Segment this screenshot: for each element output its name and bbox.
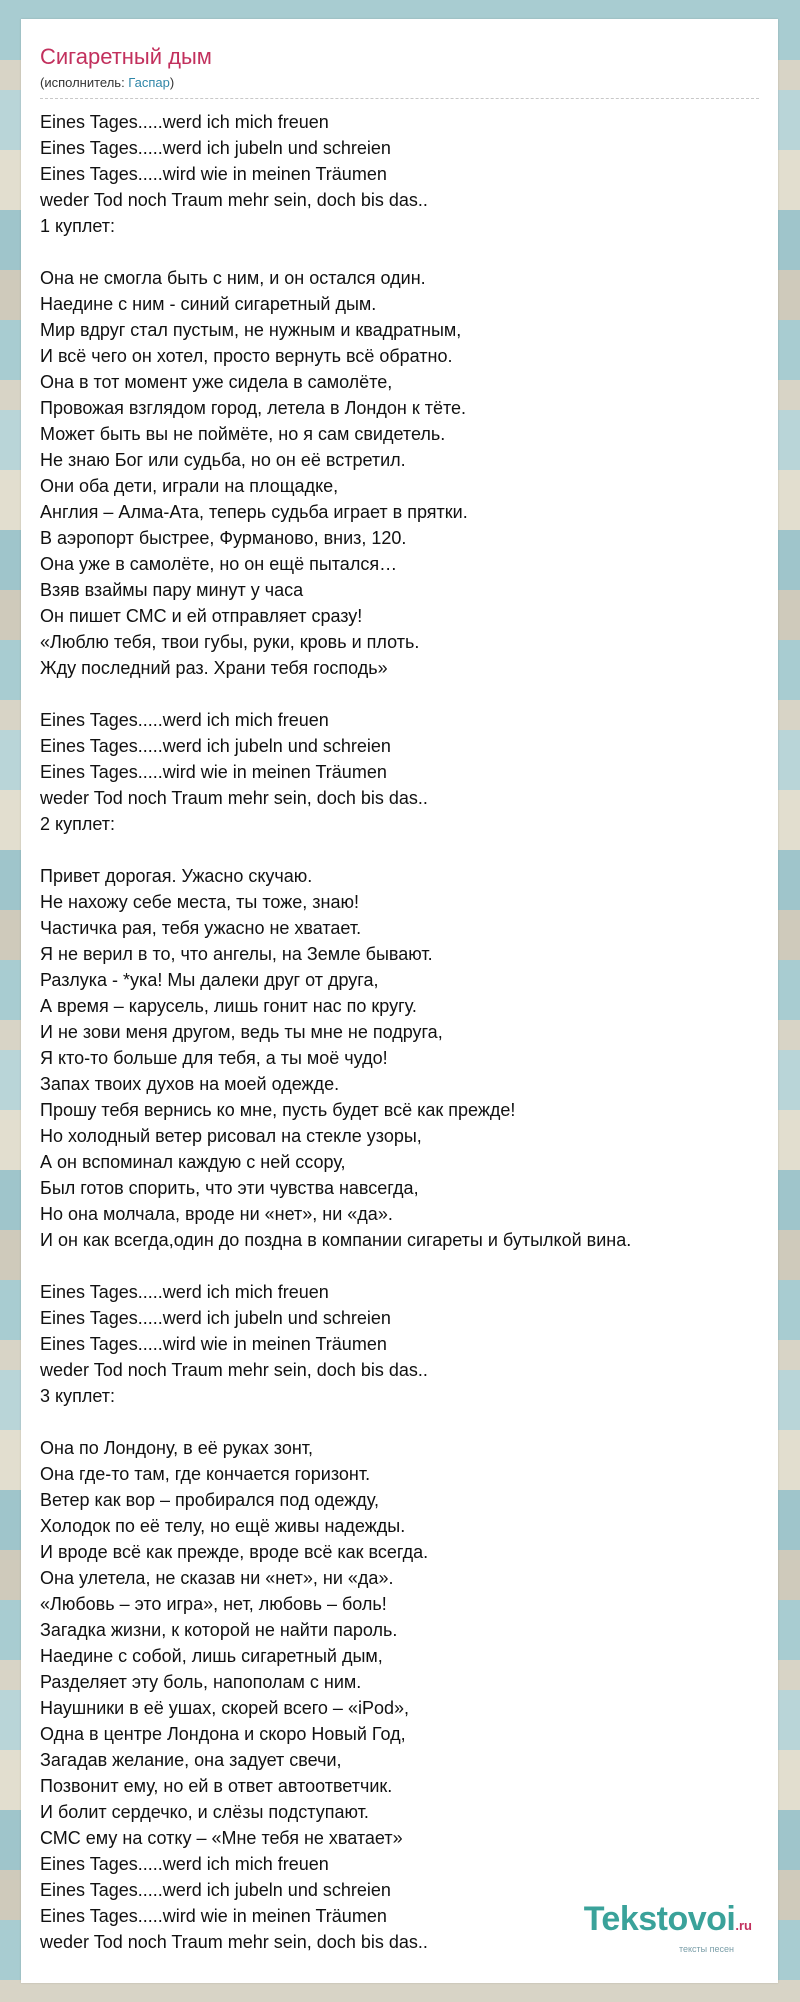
logo-tld: .ru (735, 1918, 752, 1933)
song-title: Сигаретный дым (40, 44, 212, 69)
lyric-line: Не нахожу себе места, ты тоже, знаю! (40, 892, 359, 912)
lyric-line: Разлука - *ука! Мы далеки друг от друга, (40, 970, 379, 990)
artist-suffix: ) (169, 75, 175, 90)
lyrics-card (21, 19, 778, 1983)
lyric-line: Позвонит ему, но ей в ответ автоответчик. (40, 1776, 393, 1796)
lyric-line (40, 837, 759, 863)
lyric-line: «Любовь – это игра», нет, любовь – боль! (40, 1594, 387, 1614)
lyrics-body (40, 109, 759, 1955)
lyric-line: Она в тот момент уже сидела в самолёте, (40, 372, 393, 392)
lyric-line: 1 куплет: (40, 216, 115, 236)
lyric-line: Eines Tages.....wird wie in meinen Träumen (40, 1906, 387, 1926)
lyric-line: Частичка рая, тебя ужасно не хватает. (40, 918, 362, 938)
lyric-line: Но она молчала, вроде ни «нет», ни «да». (40, 1204, 393, 1224)
lyric-line: Может быть вы не поймёте, но я сам свидетель. (40, 424, 446, 444)
lyric-line: И болит сердечко, и слёзы подступают. (40, 1802, 369, 1822)
lyric-line: Eines Tages.....werd ich mich freuen (40, 1854, 329, 1874)
lyric-line: Eines Tages.....werd ich mich freuen (40, 710, 329, 730)
lyric-line: Был готов спорить, что эти чувства навсегда, (40, 1178, 419, 1198)
lyric-line (40, 239, 759, 265)
lyric-line: Eines Tages.....werd ich jubeln und schreien (40, 138, 391, 158)
lyric-line: Запах твоих духов на моей одежде. (40, 1074, 340, 1094)
lyric-line: А он вспоминал каждую с ней ссору, (40, 1152, 346, 1172)
lyric-line: 2 куплет: (40, 814, 115, 834)
logo-text: Tekstovoi (583, 1900, 736, 1938)
lyrics-content (40, 43, 759, 1955)
lyric-line: Провожая взглядом город, летела в Лондон к тёте. (40, 398, 467, 418)
lyric-line: Eines Tages.....werd ich jubeln und schreien (40, 1880, 391, 1900)
lyric-line: Eines Tages.....werd ich jubeln und schreien (40, 1308, 391, 1328)
lyric-line: В аэропорт быстрее, Фурманово, вниз, 120. (40, 528, 407, 548)
artist-link[interactable]: Гаспар (128, 75, 170, 90)
lyric-line: Наушники в её ушах, скорей всего – «iPod», (40, 1698, 409, 1718)
lyric-line: Наедине с ним - синий сигаретный дым. (40, 294, 377, 314)
lyric-line: Взяв взаймы пару минут у часа (40, 580, 304, 600)
lyric-line: Она уже в самолёте, но он ещё пытался… (40, 554, 398, 574)
lyric-line (40, 681, 759, 707)
lyric-line: Загадав желание, она задует свечи, (40, 1750, 342, 1770)
lyric-line: Она где-то там, где кончается горизонт. (40, 1464, 371, 1484)
lyric-line: Они оба дети, играли на площадке, (40, 476, 339, 496)
lyric-line: «Люблю тебя, твои губы, руки, кровь и плоть. (40, 632, 420, 652)
lyric-line: Eines Tages.....werd ich mich freuen (40, 1282, 329, 1302)
lyric-line: Мир вдруг стал пустым, не нужным и квадратным, (40, 320, 462, 340)
lyric-line: Eines Tages.....wird wie in meinen Träumen (40, 762, 387, 782)
lyric-line: Загадка жизни, к которой не найти пароль. (40, 1620, 398, 1640)
lyric-line: Она улетела, не сказав ни «нет», ни «да». (40, 1568, 394, 1588)
lyric-line: 3 куплет: (40, 1386, 115, 1406)
lyric-line: СМС ему на сотку – «Мне тебя не хватает» (40, 1828, 403, 1848)
lyric-line: Я не верил в то, что ангелы, на Земле бывают. (40, 944, 433, 964)
lyric-line: Я кто-то больше для тебя, а ты моё чудо! (40, 1048, 388, 1068)
lyric-line (40, 1253, 759, 1279)
lyric-line: Она не смогла быть с ним, и он остался один. (40, 268, 426, 288)
site-logo[interactable] (584, 1902, 752, 1955)
lyric-line: weder Tod noch Traum mehr sein, doch bis das.. (40, 1932, 428, 1952)
lyric-line: Не знаю Бог или судьба, но он её встретил. (40, 450, 406, 470)
lyric-line: Холодок по её телу, но ещё живы надежды. (40, 1516, 406, 1536)
title-divider (40, 98, 759, 99)
lyric-line: Англия – Алма-Ата, теперь судьба играет в прятки. (40, 502, 468, 522)
lyric-line: И не зови меня другом, ведь ты мне не подруга, (40, 1022, 443, 1042)
lyric-line: Но холодный ветер рисовал на стекле узоры, (40, 1126, 422, 1146)
lyric-line: weder Tod noch Traum mehr sein, doch bis das.. (40, 788, 428, 808)
lyric-line: Прошу тебя вернись ко мне, пусть будет всё как прежде! (40, 1100, 516, 1120)
lyric-line: Eines Tages.....wird wie in meinen Träumen (40, 164, 387, 184)
lyric-line: Привет дорогая. Ужасно скучаю. (40, 866, 313, 886)
artist-line (40, 74, 759, 92)
logo-wordmark (584, 1902, 752, 1943)
lyric-line: Жду последний раз. Храни тебя господь» (40, 658, 388, 678)
lyric-line: Ветер как вор – пробирался под одежду, (40, 1490, 379, 1510)
lyric-line: Eines Tages.....wird wie in meinen Träumen (40, 1334, 387, 1354)
lyric-line: Eines Tages.....werd ich mich freuen (40, 112, 329, 132)
lyric-line: Он пишет СМС и ей отправляет сразу! (40, 606, 363, 626)
lyric-line: Она по Лондону, в её руках зонт, (40, 1438, 314, 1458)
lyric-line: И всё чего он хотел, просто вернуть всё обратно. (40, 346, 453, 366)
lyric-line: Eines Tages.....werd ich jubeln und schreien (40, 736, 391, 756)
lyric-line: Разделяет эту боль, напополам с ним. (40, 1672, 362, 1692)
lyric-line: И он как всегда,один до поздна в компании сигареты и бутылкой вина. (40, 1230, 632, 1250)
lyric-line: weder Tod noch Traum mehr sein, doch bis das.. (40, 190, 428, 210)
logo-tagline: тексты песен (678, 1944, 734, 1954)
lyric-line: Наедине с собой, лишь сигаретный дым, (40, 1646, 383, 1666)
artist-prefix: (исполнитель: (40, 75, 129, 90)
lyric-line: weder Tod noch Traum mehr sein, doch bis das.. (40, 1360, 428, 1380)
lyric-line: А время – карусель, лишь гонит нас по кругу. (40, 996, 417, 1016)
lyric-line: И вроде всё как прежде, вроде всё как всегда. (40, 1542, 429, 1562)
lyric-line (40, 1409, 759, 1435)
lyric-line: Одна в центре Лондона и скоро Новый Год, (40, 1724, 406, 1744)
